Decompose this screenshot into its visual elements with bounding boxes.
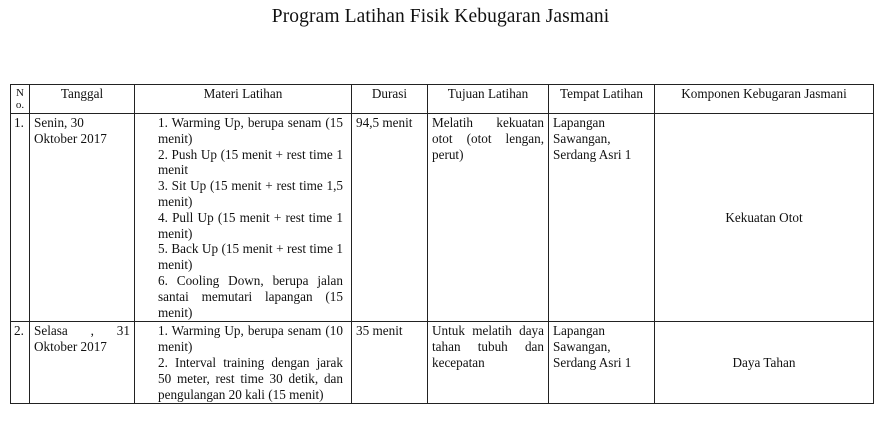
header-no: N o.	[11, 85, 30, 114]
materi-item: 5. Back Up (15 menit + rest time 1 menit)	[158, 241, 343, 273]
materi-item: 2. Push Up (15 menit + rest time 1 menit	[158, 146, 343, 178]
row-durasi: 94,5 menit	[352, 114, 428, 322]
header-tujuan: Tujuan Latihan	[428, 85, 549, 114]
row-materi	[135, 322, 352, 404]
materi-item: 4. Pull Up (15 menit + rest time 1 menit)	[158, 209, 343, 241]
row-no: 1.	[11, 114, 30, 322]
row-tempat: Lapangan Sawangan, Serdang Asri 1	[549, 114, 655, 322]
training-program-table	[10, 84, 874, 404]
header-materi: Materi Latihan	[135, 85, 352, 114]
header-tanggal: Tanggal	[30, 85, 135, 114]
row-tanggal: Selasa , 31 Oktober 2017	[30, 322, 135, 404]
table-header-row	[11, 85, 874, 114]
row-komponen: Daya Tahan	[655, 322, 874, 404]
table-row	[11, 114, 874, 322]
header-tempat: Tempat Latihan	[549, 85, 655, 114]
header-komponen: Komponen Kebugaran Jasmani	[655, 85, 874, 114]
row-tujuan: Untuk melatih daya tahan tubuh dan kecepatan	[428, 322, 549, 404]
materi-item: 1. Warming Up, berupa senam (15 menit)	[158, 115, 343, 146]
row-tanggal: Senin, 30 Oktober 2017	[30, 114, 135, 322]
row-komponen: Kekuatan Otot	[655, 114, 874, 322]
materi-item: 2. Interval training dengan jarak 50 meter, rest time 30 detik, dan pengulangan 20 kali (15 menit)	[158, 354, 343, 402]
document-title: Program Latihan Fisik Kebugaran Jasmani	[271, 6, 610, 27]
row-durasi: 35 menit	[352, 322, 428, 404]
row-tujuan: Melatih kekuatan otot (otot lengan, perut)	[428, 114, 549, 322]
materi-item: 3. Sit Up (15 menit + rest time 1,5 menit)	[158, 178, 343, 209]
table-row	[11, 322, 874, 404]
materi-item: 6. Cooling Down, berupa jalan santai memutari lapangan (15 menit)	[158, 272, 343, 320]
row-no: 2.	[11, 322, 30, 404]
row-tempat: Lapangan Sawangan, Serdang Asri 1	[549, 322, 655, 404]
header-durasi: Durasi	[352, 85, 428, 114]
materi-item: 1. Warming Up, berupa senam (10 menit)	[158, 323, 343, 355]
row-materi	[135, 114, 352, 322]
